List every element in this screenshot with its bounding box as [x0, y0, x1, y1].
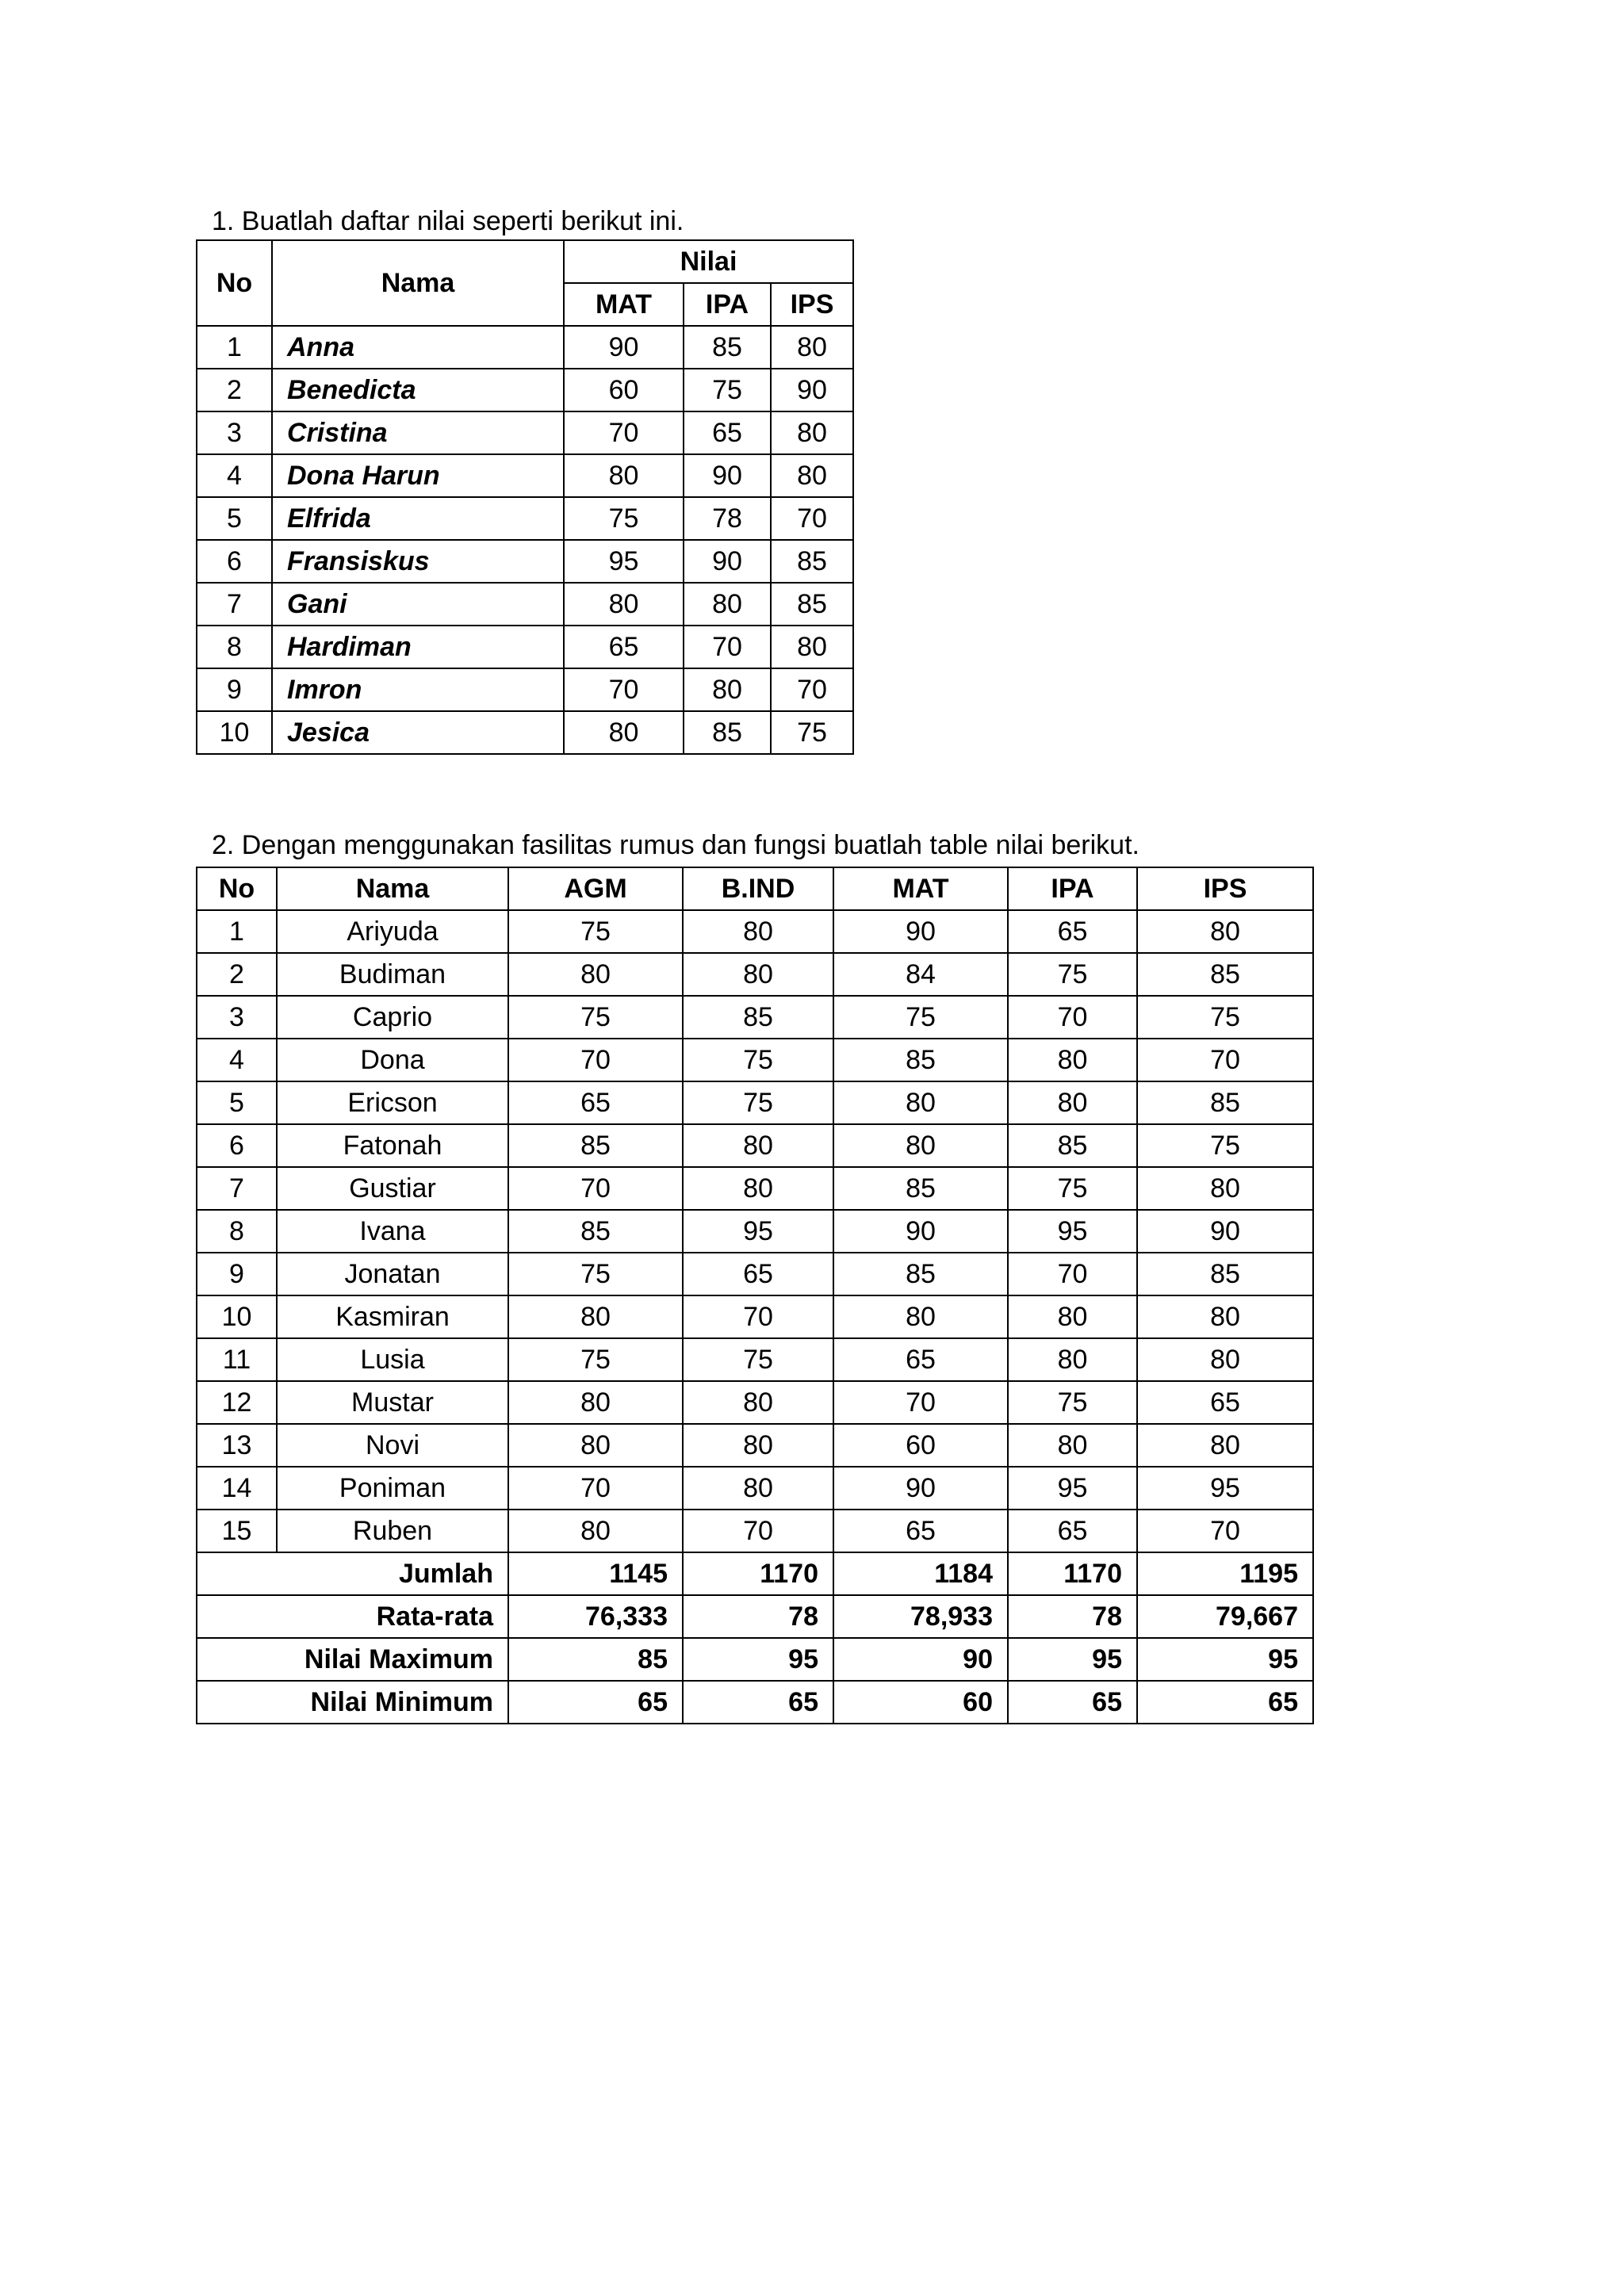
table-cell: 80 [1008, 1295, 1137, 1338]
table-cell: 65 [1008, 1510, 1137, 1552]
table-cell: 70 [508, 1039, 683, 1081]
table-cell: 80 [1137, 1167, 1313, 1210]
table-cell: 80 [1008, 1081, 1137, 1124]
summary-value: 95 [1137, 1638, 1313, 1681]
summary-value: 1184 [833, 1552, 1008, 1595]
table-row [197, 540, 853, 583]
cell-no: 7 [197, 583, 272, 626]
table-cell: 10 [197, 1295, 277, 1338]
table-cell: 95 [1137, 1467, 1313, 1510]
cell-mat: 65 [564, 626, 684, 668]
cell-mat: 80 [564, 454, 684, 497]
table-cell: 80 [683, 1424, 833, 1467]
summary-row [197, 1552, 1313, 1595]
cell-mat: 70 [564, 411, 684, 454]
table-cell: 80 [683, 1124, 833, 1167]
table-cell: Jonatan [277, 1253, 508, 1295]
table-cell: 80 [683, 910, 833, 953]
table-row [197, 1381, 1313, 1424]
table-cell: 85 [1137, 1253, 1313, 1295]
cell-ips: 80 [771, 626, 853, 668]
cell-ips: 80 [771, 454, 853, 497]
table-cell: 80 [1137, 1295, 1313, 1338]
cell-nama: Imron [272, 668, 564, 711]
cell-no: 1 [197, 326, 272, 369]
cell-mat: 75 [564, 497, 684, 540]
header-cell: IPA [1008, 867, 1137, 910]
table-cell: 5 [197, 1081, 277, 1124]
table-cell: 14 [197, 1467, 277, 1510]
table-cell: 80 [508, 1381, 683, 1424]
table-cell: 15 [197, 1510, 277, 1552]
table-cell: 9 [197, 1253, 277, 1295]
summary-value: 65 [508, 1681, 683, 1724]
summary-value: 79,667 [1137, 1595, 1313, 1638]
table-cell: 65 [833, 1510, 1008, 1552]
header-ips: IPS [771, 283, 853, 326]
table-cell: 1 [197, 910, 277, 953]
table-cell: 80 [508, 953, 683, 996]
header-nilai: Nilai [564, 240, 853, 283]
cell-ipa: 80 [684, 668, 771, 711]
cell-nama: Hardiman [272, 626, 564, 668]
header-cell: No [197, 867, 277, 910]
table-cell: 75 [1137, 1124, 1313, 1167]
header-cell: MAT [833, 867, 1008, 910]
table-cell: Ariyuda [277, 910, 508, 953]
table-cell: 65 [508, 1081, 683, 1124]
table-cell: Ivana [277, 1210, 508, 1253]
table-cell: 85 [833, 1253, 1008, 1295]
table-row [197, 369, 853, 411]
table-cell: 95 [1008, 1467, 1137, 1510]
table-cell: 80 [833, 1124, 1008, 1167]
cell-ips: 70 [771, 668, 853, 711]
table-row [197, 583, 853, 626]
table-row [197, 411, 853, 454]
cell-ipa: 80 [684, 583, 771, 626]
header-cell: AGM [508, 867, 683, 910]
table-cell: 75 [508, 996, 683, 1039]
table-cell: Mustar [277, 1381, 508, 1424]
table-cell: 70 [683, 1295, 833, 1338]
table-cell: 75 [508, 910, 683, 953]
summary-value: 78 [683, 1595, 833, 1638]
cell-nama: Dona Harun [272, 454, 564, 497]
table-cell: 70 [683, 1510, 833, 1552]
cell-no: 3 [197, 411, 272, 454]
table-cell: Dona [277, 1039, 508, 1081]
grade-table-2 [196, 867, 1314, 1724]
table-cell: 75 [683, 1039, 833, 1081]
table-cell: 85 [833, 1039, 1008, 1081]
summary-row [197, 1681, 1313, 1724]
table-row [197, 626, 853, 668]
table-cell: 90 [833, 1467, 1008, 1510]
cell-nama: Benedicta [272, 369, 564, 411]
table-row [197, 1167, 1313, 1210]
header-cell: IPS [1137, 867, 1313, 910]
cell-no: 4 [197, 454, 272, 497]
table-cell: Gustiar [277, 1167, 508, 1210]
table-cell: 85 [683, 996, 833, 1039]
table-cell: 85 [508, 1124, 683, 1167]
cell-no: 2 [197, 369, 272, 411]
cell-ips: 70 [771, 497, 853, 540]
summary-value: 90 [833, 1638, 1008, 1681]
table-row [197, 1253, 1313, 1295]
table-cell: 75 [833, 996, 1008, 1039]
summary-label: Rata-rata [197, 1595, 508, 1638]
cell-ips: 75 [771, 711, 853, 754]
cell-ips: 80 [771, 411, 853, 454]
table-cell: 65 [683, 1253, 833, 1295]
header-mat: MAT [564, 283, 684, 326]
table-cell: 70 [1137, 1039, 1313, 1081]
table-cell: Ericson [277, 1081, 508, 1124]
cell-ipa: 70 [684, 626, 771, 668]
table-cell: 60 [833, 1424, 1008, 1467]
table-cell: 80 [508, 1424, 683, 1467]
table-cell: 70 [1008, 996, 1137, 1039]
table-cell: 70 [833, 1381, 1008, 1424]
table-row [197, 1510, 1313, 1552]
table-cell: 70 [508, 1167, 683, 1210]
cell-mat: 80 [564, 711, 684, 754]
table-cell: 85 [1137, 1081, 1313, 1124]
table-cell: 7 [197, 1167, 277, 1210]
summary-value: 85 [508, 1638, 683, 1681]
header-ipa: IPA [684, 283, 771, 326]
cell-no: 8 [197, 626, 272, 668]
table-cell: 84 [833, 953, 1008, 996]
cell-mat: 90 [564, 326, 684, 369]
table-cell: Lusia [277, 1338, 508, 1381]
section2-caption: 2. Dengan menggunakan fasilitas rumus dan fungsi buatlah table nilai berikut. [212, 830, 1139, 860]
table-cell: 80 [833, 1295, 1008, 1338]
table-cell: 80 [1008, 1039, 1137, 1081]
table-cell: 80 [1137, 1338, 1313, 1381]
grade-table-1 [196, 239, 854, 755]
table-cell: 65 [1137, 1381, 1313, 1424]
cell-ips: 90 [771, 369, 853, 411]
table-cell: 3 [197, 996, 277, 1039]
table-cell: 85 [508, 1210, 683, 1253]
table-row [197, 1124, 1313, 1167]
table-cell: 95 [683, 1210, 833, 1253]
table-cell: 75 [683, 1081, 833, 1124]
cell-ipa: 85 [684, 711, 771, 754]
table-cell: Fatonah [277, 1124, 508, 1167]
summary-label: Nilai Minimum [197, 1681, 508, 1724]
summary-value: 65 [1008, 1681, 1137, 1724]
summary-row [197, 1638, 1313, 1681]
table-cell: 75 [1008, 1381, 1137, 1424]
table-cell: 90 [833, 910, 1008, 953]
table-cell: Budiman [277, 953, 508, 996]
cell-ips: 85 [771, 583, 853, 626]
table-cell: Poniman [277, 1467, 508, 1510]
cell-mat: 95 [564, 540, 684, 583]
table-row [197, 454, 853, 497]
table-cell: Novi [277, 1424, 508, 1467]
table-cell: 75 [508, 1338, 683, 1381]
table-cell: 80 [683, 953, 833, 996]
header-cell: Nama [277, 867, 508, 910]
summary-value: 1170 [1008, 1552, 1137, 1595]
cell-ipa: 75 [684, 369, 771, 411]
table-row [197, 668, 853, 711]
table-row [197, 1467, 1313, 1510]
cell-no: 6 [197, 540, 272, 583]
summary-value: 65 [1137, 1681, 1313, 1724]
table-row [197, 326, 853, 369]
table-cell: 12 [197, 1381, 277, 1424]
cell-nama: Fransiskus [272, 540, 564, 583]
table-cell: 70 [1008, 1253, 1137, 1295]
table-cell: 80 [1008, 1338, 1137, 1381]
table-cell: 95 [1008, 1210, 1137, 1253]
table2-summary [197, 1552, 1313, 1724]
table-cell: 80 [683, 1167, 833, 1210]
table-cell: 85 [1137, 953, 1313, 996]
cell-nama: Jesica [272, 711, 564, 754]
table-row [197, 996, 1313, 1039]
table-row [197, 1295, 1313, 1338]
cell-nama: Elfrida [272, 497, 564, 540]
table-row [197, 910, 1313, 953]
cell-nama: Gani [272, 583, 564, 626]
table-cell: 80 [1137, 1424, 1313, 1467]
table-cell: 65 [1008, 910, 1137, 953]
table-row [197, 1210, 1313, 1253]
table-row [197, 1081, 1313, 1124]
table-cell: 80 [683, 1381, 833, 1424]
table-cell: 75 [1008, 1167, 1137, 1210]
table-cell: Ruben [277, 1510, 508, 1552]
summary-label: Nilai Maximum [197, 1638, 508, 1681]
summary-row [197, 1595, 1313, 1638]
summary-value: 1170 [683, 1552, 833, 1595]
cell-mat: 70 [564, 668, 684, 711]
table-cell: 75 [683, 1338, 833, 1381]
table-cell: 65 [833, 1338, 1008, 1381]
table-cell: 75 [508, 1253, 683, 1295]
table-row [197, 711, 853, 754]
table2-body [197, 910, 1313, 1552]
table-cell: 2 [197, 953, 277, 996]
summary-label: Jumlah [197, 1552, 508, 1595]
table-cell: 80 [683, 1467, 833, 1510]
summary-value: 1195 [1137, 1552, 1313, 1595]
table-cell: 11 [197, 1338, 277, 1381]
summary-value: 1145 [508, 1552, 683, 1595]
table-cell: 85 [833, 1167, 1008, 1210]
table-cell: 80 [833, 1081, 1008, 1124]
cell-ipa: 85 [684, 326, 771, 369]
table-cell: Kasmiran [277, 1295, 508, 1338]
summary-value: 76,333 [508, 1595, 683, 1638]
table-cell: 85 [1008, 1124, 1137, 1167]
header-nama: Nama [272, 240, 564, 326]
cell-ipa: 78 [684, 497, 771, 540]
table1-body [197, 326, 853, 754]
table-cell: 80 [1008, 1424, 1137, 1467]
cell-ipa: 65 [684, 411, 771, 454]
cell-no: 9 [197, 668, 272, 711]
cell-ipa: 90 [684, 454, 771, 497]
summary-value: 95 [1008, 1638, 1137, 1681]
table-row [197, 497, 853, 540]
section1-caption: 1. Buatlah daftar nilai seperti berikut ini. [212, 206, 684, 236]
table-cell: 75 [1137, 996, 1313, 1039]
cell-nama: Anna [272, 326, 564, 369]
table-cell: 90 [1137, 1210, 1313, 1253]
cell-no: 5 [197, 497, 272, 540]
summary-value: 60 [833, 1681, 1008, 1724]
table-cell: 80 [508, 1295, 683, 1338]
table-cell: 70 [508, 1467, 683, 1510]
table-cell: 75 [1008, 953, 1137, 996]
table-cell: 4 [197, 1039, 277, 1081]
table-row [197, 1338, 1313, 1381]
summary-value: 78 [1008, 1595, 1137, 1638]
cell-mat: 80 [564, 583, 684, 626]
summary-value: 95 [683, 1638, 833, 1681]
table-cell: 70 [1137, 1510, 1313, 1552]
summary-value: 65 [683, 1681, 833, 1724]
table2-header-row [197, 867, 1313, 910]
cell-ips: 85 [771, 540, 853, 583]
header-no: No [197, 240, 272, 326]
cell-ipa: 90 [684, 540, 771, 583]
header-cell: B.IND [683, 867, 833, 910]
table-row [197, 1039, 1313, 1081]
cell-mat: 60 [564, 369, 684, 411]
table-row [197, 953, 1313, 996]
table-cell: 13 [197, 1424, 277, 1467]
table-cell: Caprio [277, 996, 508, 1039]
table-cell: 80 [1137, 910, 1313, 953]
table-cell: 6 [197, 1124, 277, 1167]
cell-no: 10 [197, 711, 272, 754]
table-cell: 8 [197, 1210, 277, 1253]
summary-value: 78,933 [833, 1595, 1008, 1638]
cell-nama: Cristina [272, 411, 564, 454]
table-cell: 90 [833, 1210, 1008, 1253]
table-cell: 80 [508, 1510, 683, 1552]
table-row [197, 1424, 1313, 1467]
cell-ips: 80 [771, 326, 853, 369]
